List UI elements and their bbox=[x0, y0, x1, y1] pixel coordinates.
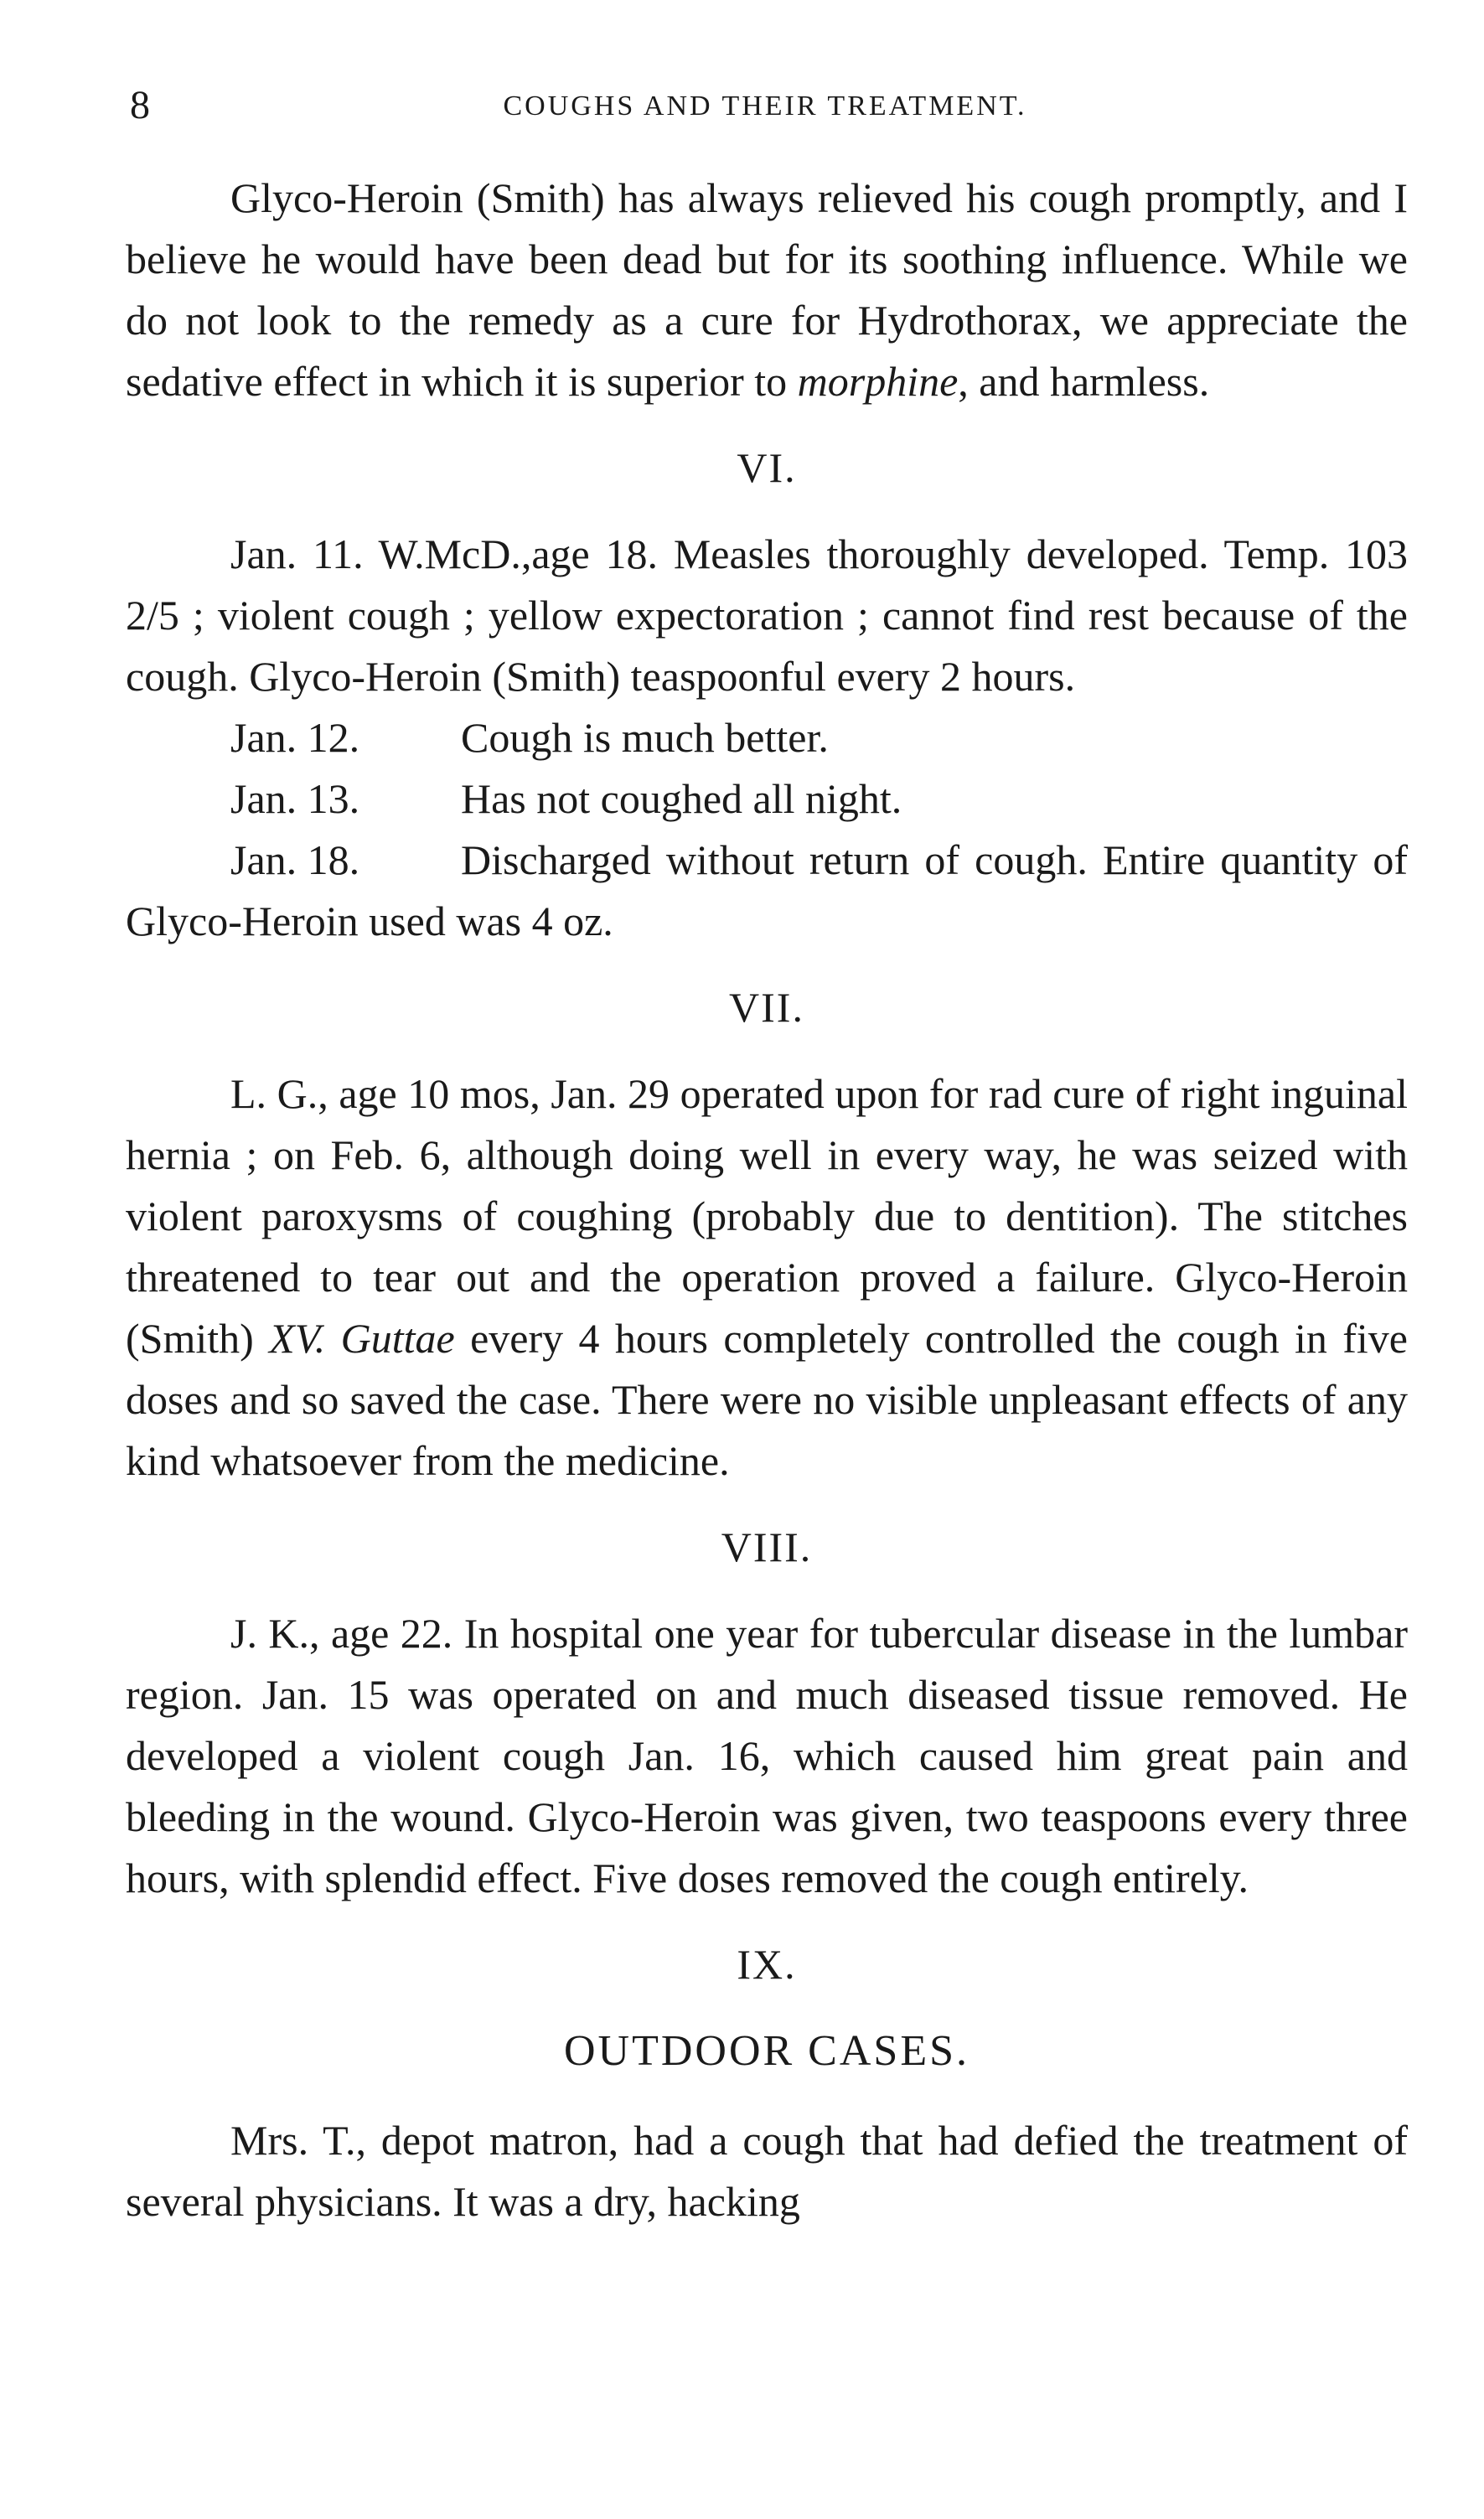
case-vi-entry bbox=[126, 830, 1408, 952]
page-number: 8 bbox=[130, 83, 150, 127]
entry-date: Jan. 12. bbox=[230, 714, 360, 761]
case-vi-heading: VI. bbox=[737, 444, 797, 491]
page-body bbox=[126, 168, 1408, 2232]
case-viii-paragraph: J. K., age 22. In hospital one year for tubercular disease in the lumbar region. Jan. 15 was operated on and much diseased tissue removed. He developed a violent cough Jan. 16, which caused him great pain and bleeding in the wound. Glyco-Heroin was given, two teaspoons every three hours, with splendid effect. Five doses removed the cough entirely. bbox=[126, 1610, 1408, 1901]
page-header bbox=[130, 82, 1400, 132]
case-vii-text-before: L. G., age 10 mos, Jan. 29 operated upon for rad cure of right inguinal hernia ; on Feb. 6, although doing well in every way, he was seized with violent paroxysms of coughing (probably due to dentition). The stitches threatened to tear out and the operation proved a failure. Glyco-Heroin (Smith) bbox=[126, 1070, 1408, 1362]
case-viii-heading: VIII. bbox=[721, 1523, 813, 1570]
case-vi-opening: Jan. 11. W.McD.,age 18. Measles thoroughly developed. Temp. 103 2/5 ; violent cough ; yellow expectoration ; cannot find rest because of the cough. Glyco-Heroin (Smith) teaspoonful every 2 hours. bbox=[126, 530, 1408, 700]
intro-italic-word: morphine bbox=[797, 358, 959, 405]
running-head: COUGHS AND THEIR TREATMENT. bbox=[503, 91, 1027, 122]
case-vii-heading: VII. bbox=[729, 984, 804, 1031]
intro-text: Glyco-Heroin (Smith) has always relieved his cough promptly, and I believe he would have been dead but for its soothing influence. While we do not look to the remedy as a cure for Hydrothorax, we appreciate the sedative effect in which it is superior to bbox=[126, 174, 1408, 405]
entry-text: Has not coughed all night. bbox=[461, 775, 902, 822]
case-ix-heading: IX. bbox=[737, 1941, 797, 1988]
case-vii-paragraph bbox=[126, 1063, 1408, 1492]
entry-text: Discharged without return of cough. Entire quantity of Glyco-Heroin used was 4 oz. bbox=[126, 836, 1408, 944]
case-vi-entry bbox=[126, 768, 1408, 830]
case-vii-italic-dose: XV. Guttae bbox=[269, 1315, 455, 1362]
entry-date: Jan. 13. bbox=[230, 775, 360, 822]
case-vi-entries bbox=[126, 707, 1408, 952]
entry-text: Cough is much better. bbox=[461, 714, 829, 761]
entry-date: Jan. 18. bbox=[230, 836, 360, 883]
outdoor-cases-subheading: OUTDOOR CASES. bbox=[563, 2027, 970, 2075]
case-vi-entry bbox=[126, 707, 1408, 768]
case-vii-text-after: every 4 hours completely controlled the cough in five doses and so saved the case. There were no visible unpleasant effects of any kind whatsoever from the medicine. bbox=[126, 1315, 1408, 1484]
case-ix-paragraph: Mrs. T., depot matron, had a cough that had defied the treatment of several physicians. It was a dry, hacking bbox=[126, 2117, 1408, 2225]
intro-text-end: , and harmless. bbox=[958, 358, 1210, 405]
intro-paragraph bbox=[126, 168, 1408, 412]
